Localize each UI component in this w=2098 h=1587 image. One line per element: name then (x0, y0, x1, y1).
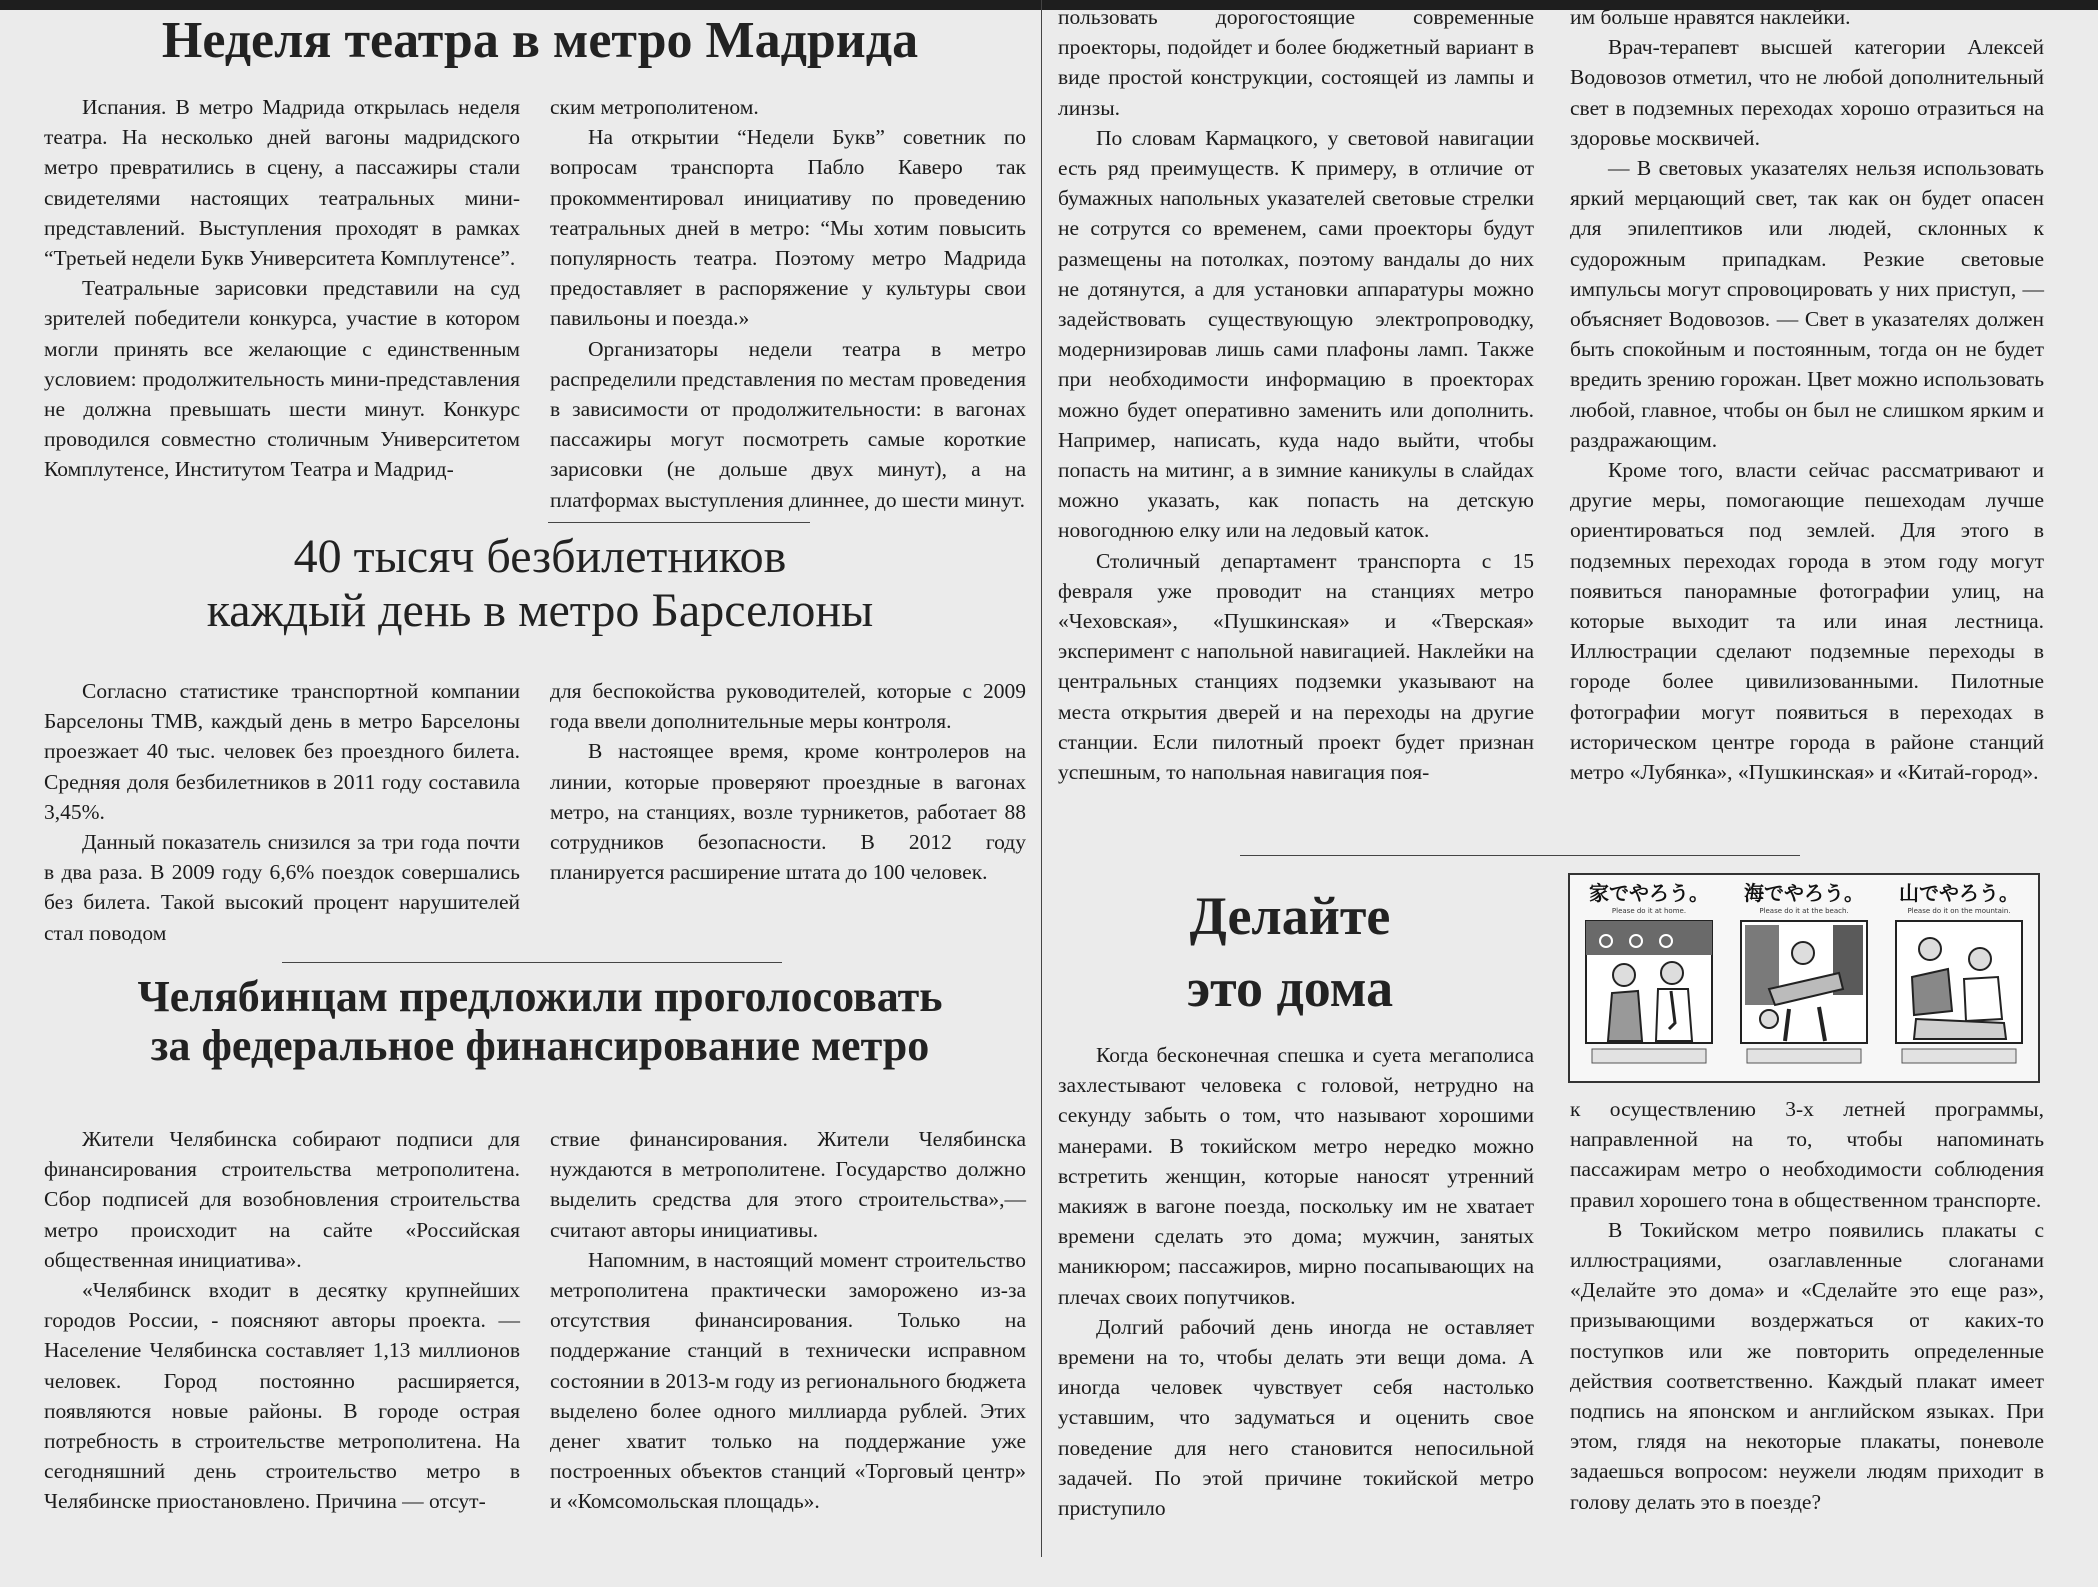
paragraph: Жители Челябинска собирают подписи для финансирования строительства метрополитена. Сбор подписей для возобновления строительства метро происходит на сайте «Российская общественная инициатива». (44, 1127, 520, 1272)
barcelona-column-1 (44, 676, 520, 948)
headline-line: это дома (1186, 958, 1394, 1018)
headline-tokyo (1070, 880, 1510, 1024)
paragraph: Кроме того, власти сейчас рассматривают и другие меры, помогающие пешеходам лучше ориентироваться под землей. Для этого в подземных переходах города в этом году могут появиться панорамные фотографии улиц, на которые выходит та или иная лестница. Иллюстрации сделают подземные переходы в городе более цивилизованными. Пилотные фотографии могут появиться в переходах в историческом центре города в районе станций метро «Лубянка», «Пушкинская» и «Китай-город». (1570, 458, 2044, 785)
paragraph: Данный показатель снизился за три года почти в два раза. В 2009 году 6,6% поездок совершались без билета. Такой высокий процент нарушителей стал поводом (44, 830, 520, 945)
poster-subtitle: Please do it at the beach. (1759, 907, 1849, 915)
paragraph: Согласно статистике транспортной компании Барселоны ТМВ, каждый день в метро Барселоны проезжает 40 тыс. человек без проездного билета. Средняя доля безбилетников в 2011 году составила 3,45%. (44, 679, 520, 824)
headline-line: каждый день в метро Барселоны (206, 583, 874, 637)
subway-passengers-illustration (1739, 919, 1869, 1071)
headline-line: Делайте (1189, 886, 1391, 946)
headline-chelyabinsk (40, 972, 1040, 1071)
madrid-column-2 (550, 92, 1026, 515)
poster-mountain (1888, 881, 2030, 1077)
tokyo-posters-image (1568, 873, 2040, 1083)
moscow-column-3 (1058, 2, 1534, 787)
paragraph: пользовать дорогостоящие современные проекторы, подойдет и более бюджетный вариант в виде простой конструкции, состоящей из лампы и линзы. (1058, 5, 1534, 120)
poster-beach (1733, 881, 1875, 1077)
paragraph: Долгий рабочий день иногда не оставляет времени на то, чтобы делать эти вещи дома. А иногда человек чувствует себя настолько уставшим, что задуматься и оценить свое поведение для него становится непосильной задачей. По этой причине токийской метро приступило (1058, 1314, 1534, 1521)
paragraph: им больше нравятся наклейки. (1570, 5, 1851, 29)
headline-barcelona (50, 530, 1030, 638)
moscow-column-4 (1570, 2, 2044, 787)
poster-subtitle: Please do it on the mountain. (1907, 907, 2011, 915)
poster-title: 家でやろう。 (1589, 881, 1709, 905)
poster-home (1578, 881, 1720, 1077)
headline-line: за федеральное финансирование метро (150, 1021, 930, 1071)
paragraph: Столичный департамент транспорта с 15 февраля уже проводит на станциях метро «Чеховская», «Пушкинская» и «Тверская» эксперимент с напольной навигацией. Наклейки на центральных станциях подземки указывают на места открытия дверей и на переходы на другие станции. Если пилотный проект будет признан успешным, то напольная навигация поя- (1058, 548, 1534, 785)
divider-rule (548, 522, 810, 523)
chelyabinsk-column-2 (550, 1124, 1026, 1517)
paragraph: По словам Кармацкого, у световой навигации есть ряд преимуществ. К примеру, в отличие от бумажных напольных указателей световые стрелки не сотрутся со временем, сами проекторы будут размещены на потолках, поэтому вандалы до них не дотянутся, а для установки аппаратуры можно задействовать существующую электропроводку, модернизировав лишь сами плафоны ламп. Также при необходимости информацию в проекторах можно будет оперативно заменить или дополнить. Например, написать, куда надо выйти, чтобы попасть на митинг, а в зимние каникулы в слайдах можно указать, как попасть на детскую новогоднюю елку или на ледовый каток. (1058, 125, 1534, 543)
paragraph: «Челябинск входит в десятку крупнейших городов России, - поясняют авторы проекта. — Население Челябинска составляет 1,13 миллионов человек. Город постоянно расширяется, появляются новые районы. В городе острая потребность в строительстве метрополитена. На сегодняшний день строительство метро в Челябинске приостановлено. Причина — отсут- (44, 1278, 520, 1514)
paragraph: для беспокойства руководителей, которые с 2009 года ввели дополнительные меры контроля. (550, 679, 1026, 734)
divider-rule (282, 962, 782, 963)
paragraph: Напомним, в настоящий момент строительство метрополитена практически заморожено из-за отсутствия финансирования. Только на поддержание станций в технически исправном состоянии в 2013-м году из регионального бюджета выделено более одного миллиарда рублей. Этих денег хватит только на поддержание уже построенных объектов станций «Торговый центр» и «Комсомольская площадь». (550, 1247, 1026, 1514)
paragraph: к осуществлению 3-х летней программы, направленной на то, чтобы напоминать пассажирам метро о необходимости соблюдения правил хорошего тона в общественном транспорте. (1570, 1097, 2044, 1212)
paragraph: — В световых указателях нельзя использовать яркий мерцающий свет, так как он будет опасен для эпилептиков или людей, склонных к судорожным припадкам. Резкие световые импульсы могут спровоцировать у них приступ, — объясняет Водовозов. — Свет в указателях должен быть спокойным и постоянным, тогда он не будет вредить зрению горожан. Цвет можно использовать любой, главное, чтобы он был не слишком ярким и раздражающим. (1570, 156, 2044, 452)
poster-subtitle: Please do it at home. (1611, 907, 1687, 915)
paragraph: Театральные зарисовки представили на суд зрителей победители конкурса, участие в котором могли принять все желающие с единственным условием: продолжительность мини-представления не должна превышать шести минут. Конкурс проводился совместно столичным Университетом Комплутенсе, Институтом Театра и Мадрид- (44, 276, 520, 482)
subway-passengers-illustration (1894, 919, 2024, 1071)
paragraph: В Токийском метро появились плакаты с иллюстрациями, озаглавленные слоганами «Делайте это дома» и «Сделайте это еще раз», призывающими воздержаться от каких-то поступков или же повторить определенные действия соответственно. Каждый плакат имеет подпись на японском и английском языках. При этом, глядя на некоторые плакаты, поневоле задаешься вопросом: неужели людям приходит в голову делать это в поезде? (1570, 1217, 2044, 1514)
chelyabinsk-column-1 (44, 1124, 520, 1517)
column-divider (1041, 0, 1042, 1557)
poster-title: 山でやろう。 (1899, 881, 2019, 905)
paragraph: В настоящее время, кроме контролеров на линии, которые проверяют проездные в вагонах метро, на станциях, возле турникетов, работает 88 сотрудников безопасности. В 2012 году планируется расширение штата до 100 человек. (550, 739, 1026, 885)
paragraph: Организаторы недели театра в метро распределили представления по местам проведения в зависимости от продолжительности: в вагонах пассажиры могут посмотреть самые короткие зарисовки (не дольше двух минут), а на платформах выступления длиннее, до шести минут. (550, 336, 1027, 512)
tokyo-column-3 (1058, 1040, 1534, 1523)
tokyo-column-4 (1570, 1094, 2044, 1517)
divider-rule (1240, 855, 1800, 856)
headline-line: 40 тысяч безбилетников (293, 530, 787, 583)
madrid-column-1 (44, 92, 520, 485)
paragraph: На открытии “Недели Букв” советник по вопросам транспорта Пабло Каверо так прокомментировал инициативу по проведению театральных дней в метро: “Мы хотим повысить популярность театра. Поэтому метро Мадрида предоставляет в распоряжение у культуры свои павильоны и поезда.» (550, 125, 1026, 331)
subway-passengers-illustration (1584, 919, 1714, 1071)
poster-title: 海でやろう。 (1744, 881, 1864, 905)
paragraph: Врач-терапевт высшей категории Алексей Водовозов отметил, что не любой дополнительный свет в подземных переходах хорошо отразиться на здоровье москвичей. (1570, 35, 2044, 150)
paragraph: Когда бесконечная спешка и суета мегаполиса захлестывают человека с головой, нетрудно на секунду забыть о том, что называют хорошими манерами. В токийском метро нередко можно встретить женщин, которые наносят утренний макияж в вагоне поезда, поскольку им не хватает времени сделать это дома; мужчин, занятых маникюром; пассажиров, мирно посапывающих на плечах своих попутчиков. (1058, 1043, 1534, 1309)
paragraph: ским метрополитеном. (550, 95, 759, 119)
headline-madrid: Неделя театра в метро Мадрида (161, 12, 919, 69)
paragraph: ствие финансирования. Жители Челябинска нуждаются в метрополитене. Государство должно выделить средства для этого строительства»,—считают авторы инициативы. (550, 1127, 1026, 1242)
paragraph: Испания. В метро Мадрида открылась неделя театра. На несколько дней вагоны мадридского метро превратились в сцену, а пассажиры стали свидетелями настоящих театральных мини-представлений. Выступления проходят в рамках “Третьей недели Букв Университета Комплутенсе”. (44, 95, 520, 271)
headline-line: Челябинцам предложили проголосовать (137, 972, 943, 1021)
barcelona-column-2 (550, 676, 1026, 887)
